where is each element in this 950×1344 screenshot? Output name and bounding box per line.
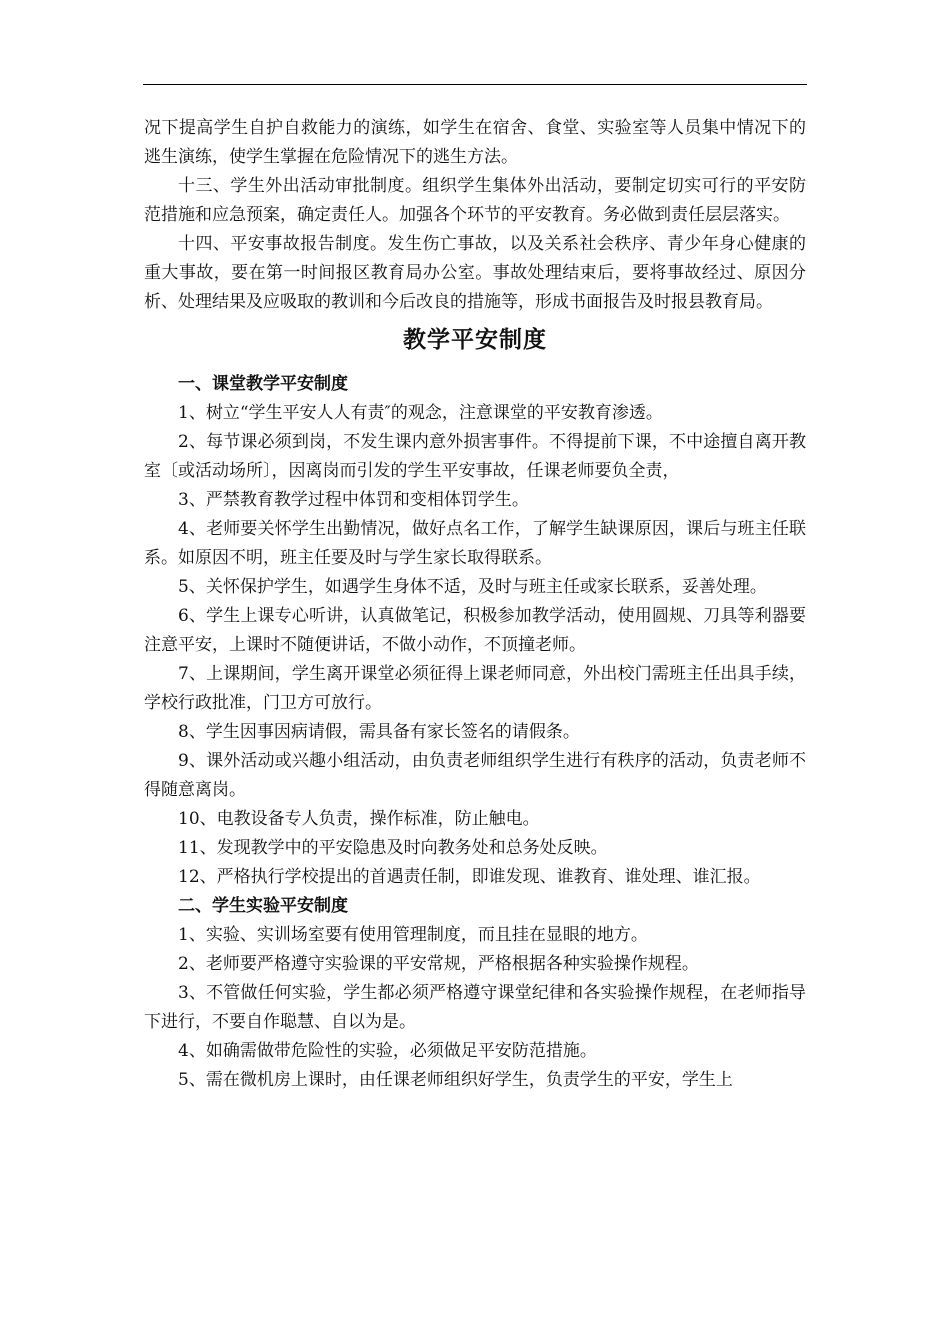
header-rule	[143, 84, 807, 85]
document-title: 教学平安制度	[403, 326, 547, 353]
section-heading-experiment: 二、学生实验平安制度	[178, 896, 348, 916]
list-item: 1、树立“学生平安人人有责″的观念，注意课堂的平安教育渗透。	[178, 403, 663, 423]
list-item: 12、严格执行学校提出的首遇责任制，即谁发现、谁教育、谁处理、谁汇报。	[178, 867, 761, 887]
paragraph-continuation: 况下提高学生自护自救能力的演练，如学生在宿舍、食堂、实验室等人员集中情况下的逃生演练，使学生掌握在危险情况下的逃生方法。	[144, 118, 806, 167]
list-item: 2、每节课必须到岗，不发生课内意外损害事件。不得提前下课，不中途擅自离开教室〔或活动场所〕，因离岗而引发的学生平安事故，任课老师要负全责，	[144, 432, 806, 481]
section-heading-classroom: 一、课堂教学平安制度	[178, 374, 348, 394]
document-body	[144, 114, 806, 1095]
list-item: 1、实验、实训场室要有使用管理制度，而且挂在显眼的地方。	[178, 925, 648, 945]
paragraph-rule-13: 十三、学生外出活动审批制度。组织学生集体外出活动，要制定切实可行的平安防范措施和应急预案，确定责任人。加强各个环节的平安教育。务必做到责任层层落实。	[144, 176, 806, 225]
list-item: 11、发现教学中的平安隐患及时向教务处和总务处反映。	[178, 838, 608, 858]
list-item: 4、如确需做带危险性的实验，必须做足平安防范措施。	[178, 1041, 597, 1061]
list-item: 5、关怀保护学生，如遇学生身体不适，及时与班主任或家长联系，妥善处理。	[178, 577, 767, 597]
list-item: 6、学生上课专心听讲，认真做笔记，积极参加教学活动，使用圆规、刀具等利器要注意平安，上课时不随便讲话，不做小动作，不顶撞老师。	[144, 606, 806, 655]
list-item: 8、学生因事因病请假，需具备有家长签名的请假条。	[178, 722, 580, 742]
list-item: 7、上课期间，学生离开课堂必须征得上课老师同意，外出校门需班主任出具手续，学校行政批准，门卫方可放行。	[144, 664, 806, 713]
paragraph-rule-14: 十四、平安事故报告制度。发生伤亡事故，以及关系社会秩序、青少年身心健康的重大事故，要在第一时间报区教育局办公室。事故处理结束后，要将事故经过、原因分析、处理结果及应吸取的教训和今后改良的措施等，形成书面报告及时报县教育局。	[144, 234, 806, 312]
list-item: 3、不管做任何实验，学生都必须严格遵守课堂纪律和各实验操作规程，在老师指导下进行，不要自作聪慧、自以为是。	[144, 983, 806, 1032]
list-item: 10、电教设备专人负责，操作标准，防止触电。	[178, 809, 540, 829]
list-item: 3、严禁教育教学过程中体罚和变相体罚学生。	[178, 490, 529, 510]
list-item: 9、课外活动或兴趣小组活动，由负责老师组织学生进行有秩序的活动，负责老师不得随意离岗。	[144, 751, 806, 800]
list-item: 5、需在微机房上课时，由任课老师组织好学生，负责学生的平安，学生上	[178, 1070, 733, 1090]
list-item: 4、老师要关怀学生出勤情况，做好点名工作，了解学生缺课原因，课后与班主任联系。如原因不明，班主任要及时与学生家长取得联系。	[144, 519, 806, 568]
list-item: 2、老师要严格遵守实验课的平安常规，严格根据各种实验操作规程。	[178, 954, 699, 974]
